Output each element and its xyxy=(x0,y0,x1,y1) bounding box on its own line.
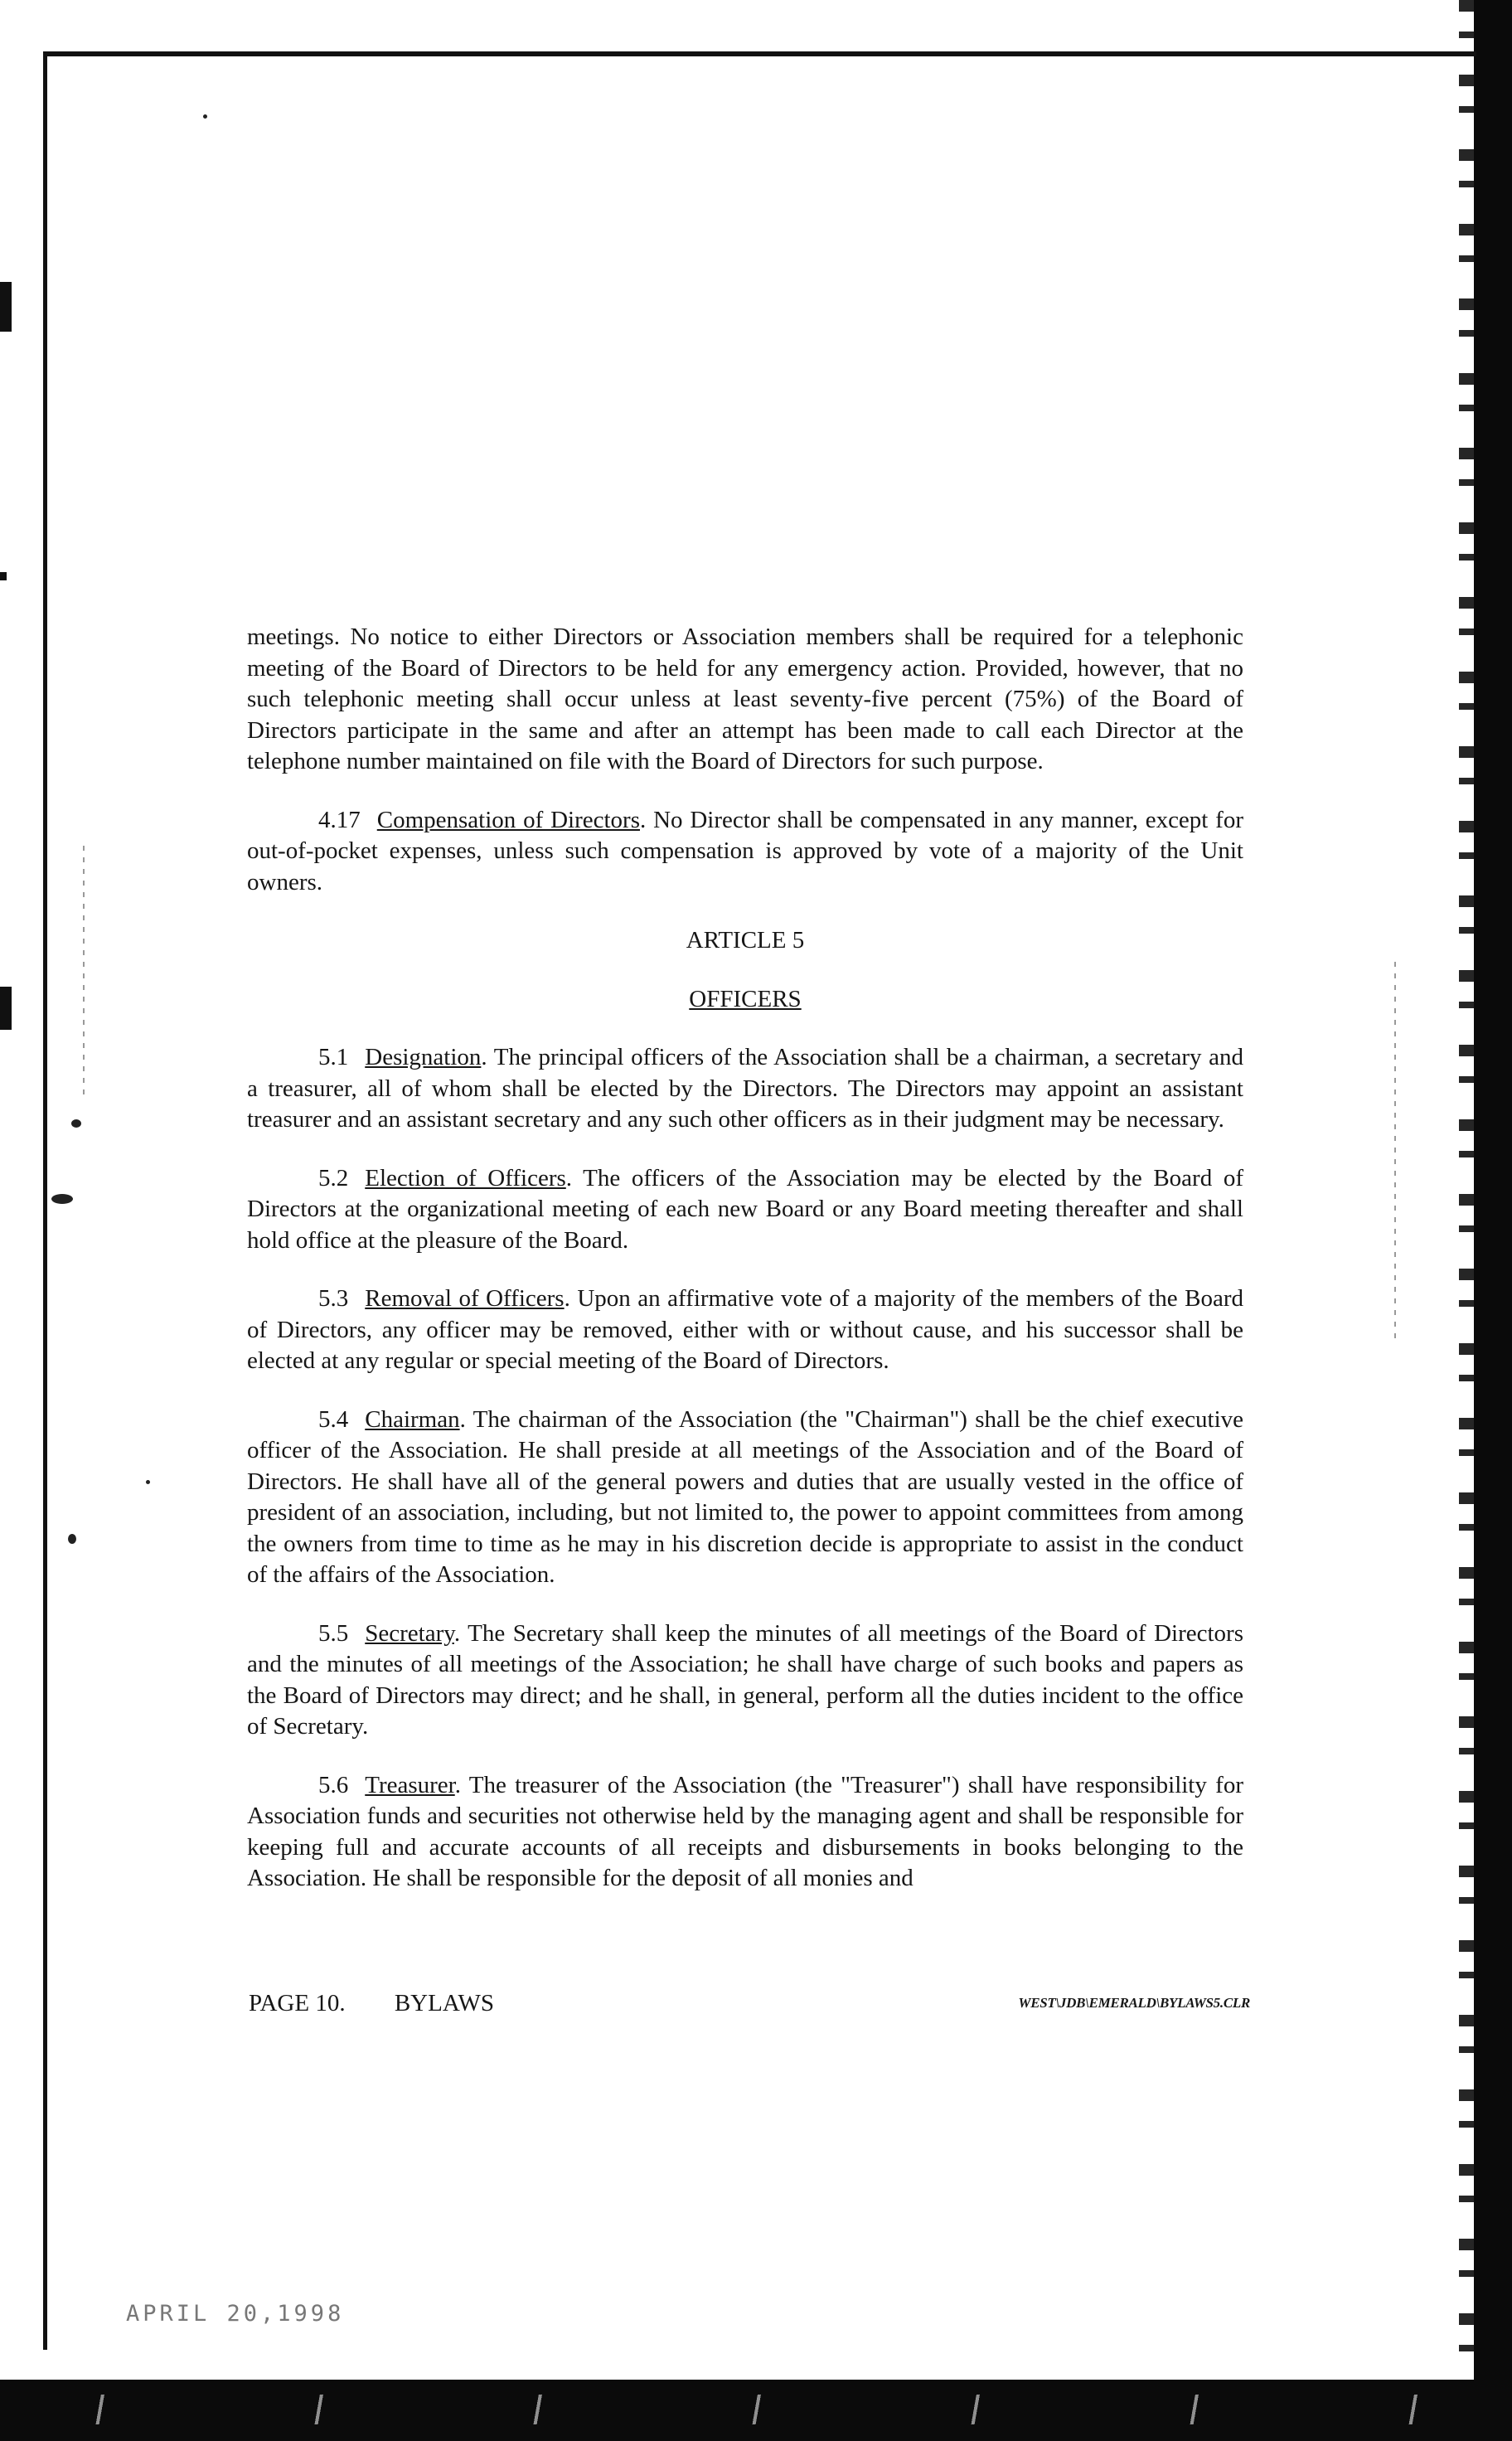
section-number: 5.2 xyxy=(318,1164,349,1191)
section-title: Designation xyxy=(365,1044,482,1070)
section-body: The officers of the Association may be elected by the Board of Directors at the organizational meeting of each new Board or any Board meeting thereafter and shall hold office at the pleasure of the Board. xyxy=(247,1164,1243,1254)
file-path: WEST\JDB\EMERALD\BYLAWS5.CLR xyxy=(1018,1995,1250,2011)
section-5-6: 5.6 Treasurer. The treasurer of the Association (the "Treasurer") shall have responsibility for Association funds and securities not otherwise held by the managing agent and shall be responsible for keeping full and accurate accounts of all receipts and disbursements in books belonging to the Association. He shall be responsible for the deposit of all monies and xyxy=(247,1771,1243,1891)
scan-speck xyxy=(203,114,207,119)
scan-speck xyxy=(71,1119,81,1128)
scan-speck xyxy=(146,1480,150,1484)
scan-speck xyxy=(51,1194,73,1204)
document-body xyxy=(247,622,1243,1922)
article-title: OFFICERS xyxy=(689,985,802,1012)
scan-notch xyxy=(0,282,12,332)
date-stamp: APRIL 20,1998 xyxy=(126,2301,345,2327)
section-title: Election of Officers xyxy=(365,1164,566,1191)
section-body: The principal officers of the Association shall be a chairman, a secretary and a treasurer, all of whom shall be elected by the Directors. The Directors may appoint an assistant treasurer and an assistant secretary and any such other officers as in their judgment may be necessary. xyxy=(247,1044,1243,1133)
scan-dash xyxy=(83,846,85,1094)
section-number: 5.4 xyxy=(318,1405,349,1433)
section-body: The Secretary shall keep the minutes of all meetings of the Board of Directors and the minutes of all meetings of the Association; he shall have charge of such books and papers as the Board of Directors may direct; and he shall, in general, perform all the duties incident to the office of Secretary. xyxy=(247,1619,1243,1740)
section-5-4: 5.4 Chairman. The chairman of the Association (the "Chairman") shall be the chief executive officer of the Association. He shall preside at all meetings of the Association and of the Board of Directors. He shall have all of the general powers and duties that are usually vested in the office of president of an association, including, but not limited to, the power to appoint committees from among the owners from time to time as he may in his discretion decide is appropriate to assist in the conduct of the affairs of the Association. xyxy=(247,1405,1243,1588)
section-5-1: 5.1 Designation. The principal officers of the Association shall be a chairman, a secretary and a treasurer, all of whom shall be elected by the Directors. The Directors may appoint an assistant treasurer and an assistant secretary and any such other officers as in their judgment may be necessary. xyxy=(247,1044,1243,1133)
section-title: Secretary xyxy=(365,1619,454,1647)
section-body: The treasurer of the Association (the "Treasurer") shall have responsibility for Association funds and securities not otherwise held by the managing agent and shall be responsible for keeping full and accurate accounts of all receipts and disbursements in books belonging to the Association. He shall be responsible for the deposit of all monies and xyxy=(247,1771,1243,1891)
section-body: No Director shall be compensated in any manner, except for out-of-pocket expenses, unless such compensation is approved by vote of a majority of the Unit owners. xyxy=(247,806,1243,895)
page-number: PAGE 10. xyxy=(249,1990,346,2016)
section-title: Chairman xyxy=(365,1405,460,1433)
scan-dash xyxy=(1394,962,1396,1343)
section-5-5: 5.5 Secretary. The Secretary shall keep the minutes of all meetings of the Board of Directors and the minutes of all meetings of the Association; he shall have charge of such books and papers as the Board of Directors may direct; and he shall, in general, perform all the duties incident to the office of Secretary. xyxy=(247,1619,1243,1740)
section-number: 5.1 xyxy=(318,1044,349,1070)
scan-notch xyxy=(0,987,12,1030)
section-body: The chairman of the Association (the "Chairman") shall be the chief executive officer of the Association. He shall preside at all meetings of the Association and of the Board of Directors. He shall have all of the general powers and duties that are usually vested in the office of president of an association, including, but not limited to, the power to appoint committees from among the owners from time to time as he may in his discretion decide is appropriate to assist in the conduct of the affairs of the Association. xyxy=(247,1405,1243,1588)
section-5-2: 5.2 Election of Officers. The officers of the Association may be elected by the Board of Directors at the organizational meeting of each new Board or any Board meeting thereafter and shall hold office at the pleasure of the Board. xyxy=(247,1164,1243,1254)
section-body: Upon an affirmative vote of a majority of the members of the Board of Directors, any officer may be removed, either with or without cause, and his successor shall be elected at any regular or special meeting of the Board of Directors. xyxy=(247,1285,1243,1374)
section-number: 4.17 xyxy=(318,806,361,833)
scan-speck xyxy=(68,1534,76,1544)
section-title: Removal of Officers xyxy=(365,1285,565,1312)
page-footer xyxy=(249,1990,1250,2017)
document-name: BYLAWS xyxy=(394,1990,494,2016)
section-number: 5.3 xyxy=(318,1285,349,1312)
scan-notch xyxy=(0,572,7,580)
section-title: Compensation of Directors xyxy=(376,806,640,833)
paragraph-meetings: meetings. No notice to either Directors or Association members shall be required for a telephonic meeting of the Board of Directors to be held for any emergency action. Provided, however, that no such telephonic meeting shall occur unless at least seventy-five percent (75%) of the Board of Directors participate in the same and after an attempt has been made to call each Director at the telephone number maintained on file with the Board of Directors for such purpose. xyxy=(247,624,1243,774)
section-number: 5.5 xyxy=(318,1619,349,1647)
article-label: ARTICLE 5 xyxy=(686,927,805,954)
section-title: Treasurer xyxy=(365,1771,455,1798)
section-number: 5.6 xyxy=(318,1771,349,1798)
scan-edge-right xyxy=(1474,0,1512,2441)
scan-edge-bottom xyxy=(0,2380,1512,2441)
section-5-3: 5.3 Removal of Officers. Upon an affirmative vote of a majority of the members of the Board of Directors, any officer may be removed, either with or without cause, and his successor shall be elected at any regular or special meeting of the Board of Directors. xyxy=(247,1285,1243,1374)
section-4-17: 4.17 Compensation of Directors. No Director shall be compensated in any manner, except for out-of-pocket expenses, unless such compensation is approved by vote of a majority of the Unit owners. xyxy=(247,806,1243,895)
